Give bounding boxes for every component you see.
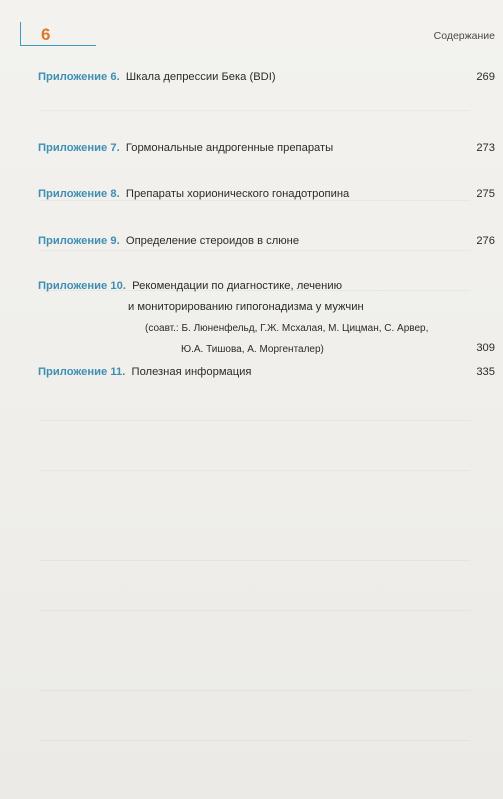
entry-page: 276 [476,235,495,247]
toc-entry[interactable] [38,141,495,155]
toc-entry[interactable] [38,234,495,248]
entry-authors-line2: Ю.А. Тишова, А. Моргенталер) [181,344,324,355]
toc-entry[interactable] [38,365,495,379]
entry-page: 269 [476,71,495,83]
appendix-label: Приложение 9. [38,235,120,247]
page-header [0,0,503,48]
entry-title: Определение стероидов в слюне [125,235,300,247]
entry-page: 309 [476,342,495,354]
running-head: Содержание [433,30,495,42]
page-number: 6 [41,25,51,44]
entry-authors-line1: (соавт.: Б. Люненфельд, Г.Ж. Мсхалая, М. Цицман, С. Арвер, [145,323,429,334]
entry-title: Полезная информация [131,366,252,378]
appendix-label: Приложение 6. [38,71,120,83]
entry-title: Шкала депрессии Бека (BDI) [125,71,276,83]
appendix-label: Приложение 10. [38,280,126,292]
appendix-label: Приложение 7. [38,142,120,154]
entry-page: 273 [476,142,495,154]
appendix-label: Приложение 8. [38,188,120,200]
toc-entry[interactable] [38,70,495,84]
page-number-box [20,22,96,46]
appendix-label: Приложение 11. [38,366,126,378]
entry-title: Гормональные андрогенные препараты [125,142,334,154]
toc-entry[interactable] [38,279,495,293]
entry-title: Препараты хорионического гонадотропина [125,188,350,200]
entry-page: 275 [476,188,495,200]
entry-title-line2: и мониторированию гипогонадизма у мужчин [128,301,364,313]
entry-page: 335 [476,366,495,378]
toc-entry[interactable] [38,187,495,201]
entry-title: Рекомендации по диагностике, лечению [132,280,342,292]
